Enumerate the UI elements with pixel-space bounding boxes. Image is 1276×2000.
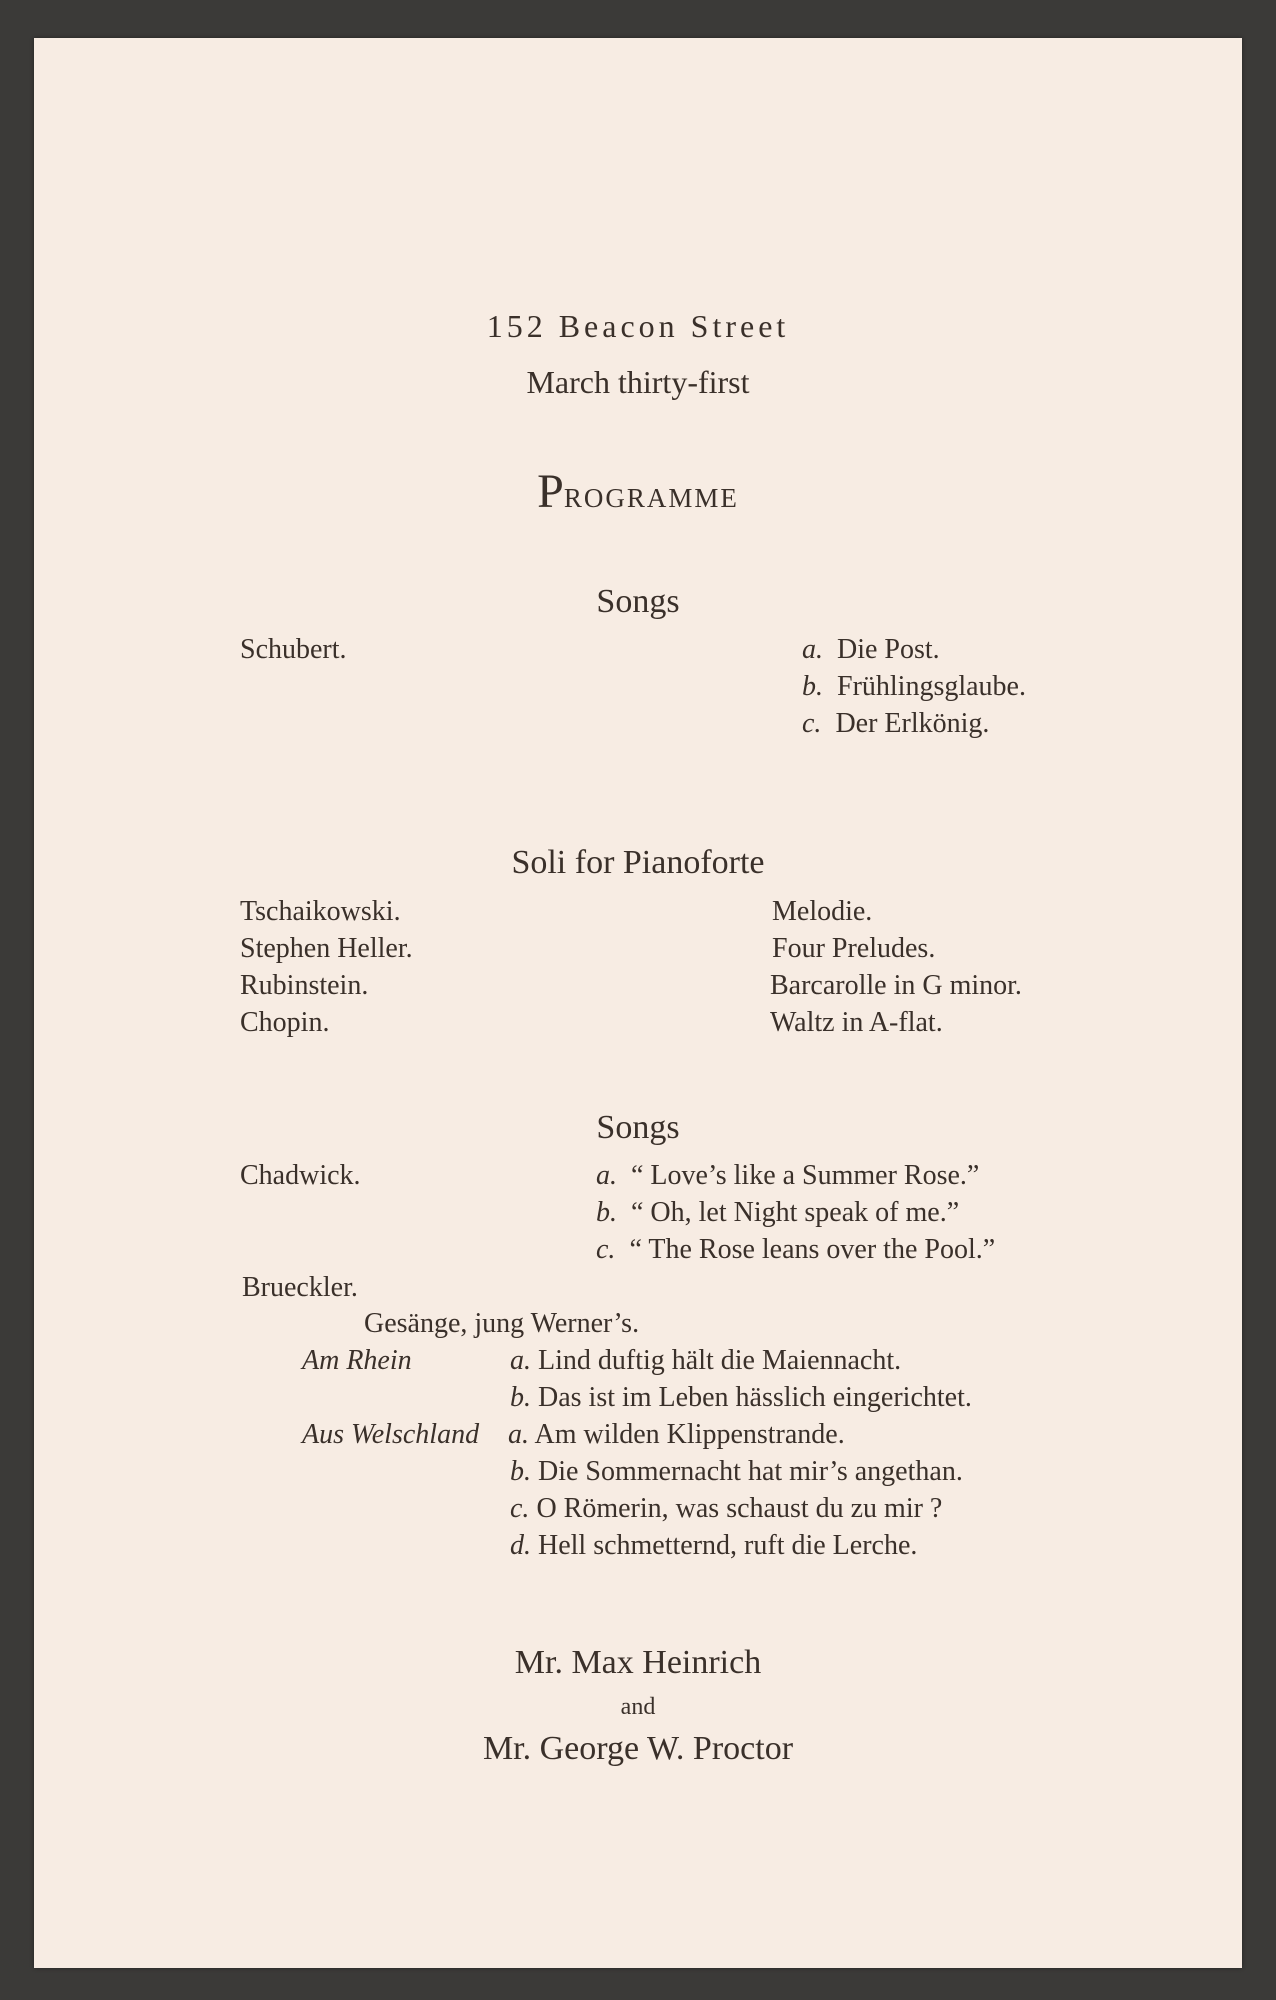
- composer-brueckler: Brueckler.: [242, 1272, 358, 1303]
- composer: Chopin.: [240, 1007, 330, 1038]
- section-heading-songs-1: Songs: [596, 583, 680, 620]
- song-item: c. “ The Rose leans over the Pool.”: [596, 1234, 996, 1265]
- performers-and: and: [620, 1694, 656, 1720]
- composer-chadwick: Chadwick.: [240, 1160, 361, 1191]
- group-label: Am Rhein: [302, 1345, 412, 1376]
- performer-2: Mr. George W. Proctor: [482, 1730, 794, 1767]
- programme-title: [34, 465, 1242, 518]
- programme-rest: ROGRAMME: [563, 483, 739, 513]
- composer: Rubinstein.: [240, 970, 369, 1001]
- song-item: a. Lind duftig hält die Maiennacht.: [510, 1345, 902, 1376]
- song-item: b. Frühlingsglaube.: [802, 671, 1026, 702]
- piece: Four Preludes.: [772, 933, 936, 964]
- song-item: b. “ Oh, let Night speak of me.”: [596, 1197, 960, 1228]
- composer-schubert: Schubert.: [240, 634, 347, 665]
- song-item: a. Am wilden Klippenstrande.: [508, 1419, 845, 1450]
- section-heading-songs-2: Songs: [596, 1109, 680, 1146]
- address: 152 Beacon Street: [486, 308, 790, 344]
- song-item: d. Hell schmetternd, ruft die Lerche.: [510, 1530, 918, 1561]
- composer: Stephen Heller.: [240, 933, 413, 964]
- programme-card: [34, 38, 1242, 1968]
- section-heading-soli: Soli for Pianoforte: [511, 844, 765, 881]
- date: March thirty-first: [526, 364, 750, 400]
- composer: Tschaikowski.: [240, 896, 401, 927]
- piece: Barcarolle in G minor.: [770, 970, 1022, 1001]
- piece: Melodie.: [772, 896, 873, 927]
- group-label: Aus Welschland: [302, 1419, 480, 1450]
- song-cycle-title: Gesänge, jung Werner’s.: [364, 1308, 640, 1339]
- song-item: b. Das ist im Leben hässlich eingerichtet.: [510, 1382, 972, 1413]
- piece: Waltz in A-flat.: [770, 1007, 943, 1038]
- song-item: c. O Römerin, was schaust du zu mir ?: [510, 1493, 943, 1524]
- song-item: a. Die Post.: [802, 634, 940, 665]
- song-item: c. Der Erlkönig.: [802, 708, 990, 739]
- programme-initial: P: [537, 465, 564, 518]
- song-item: a. “ Love’s like a Summer Rose.”: [596, 1160, 980, 1191]
- performer-1: Mr. Max Heinrich: [514, 1644, 762, 1681]
- song-item: b. Die Sommernacht hat mir’s angethan.: [510, 1456, 963, 1487]
